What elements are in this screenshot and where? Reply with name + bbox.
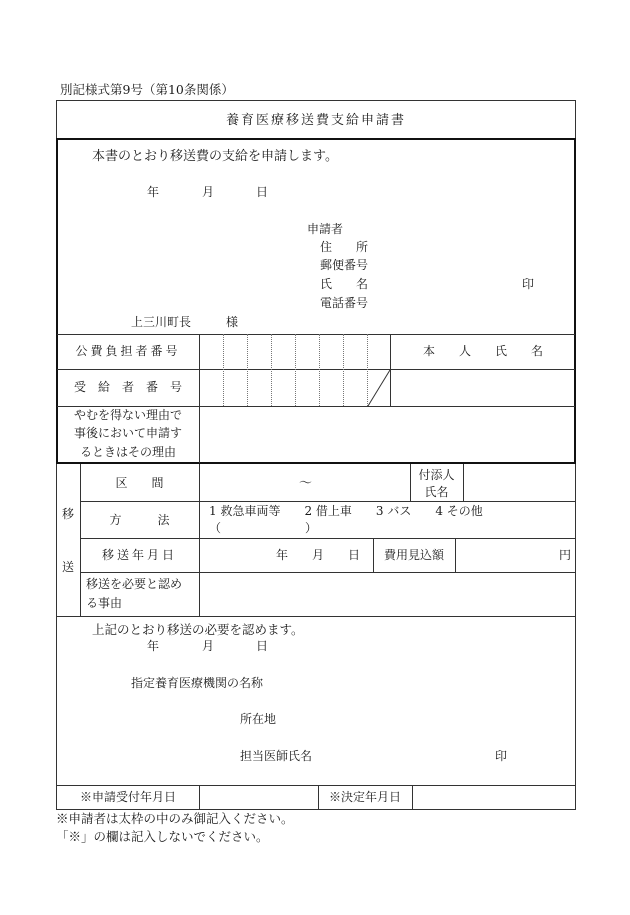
row-line xyxy=(80,538,575,539)
late-reason-line-3: るときはその理由 xyxy=(79,445,176,459)
need-reason-line-1: 移送を必要と認め xyxy=(86,577,183,591)
address-label: 住 所 xyxy=(320,240,369,254)
application-month: 月 xyxy=(202,185,215,199)
doctor-label: 担当医師氏名 xyxy=(240,749,313,763)
phone-label: 電話番号 xyxy=(320,296,369,310)
approval-statement: 上記のとおり移送の必要を認めます。 xyxy=(92,622,304,637)
recipient-diagonal-slash xyxy=(367,369,391,407)
attendant-value-divider xyxy=(463,464,464,501)
self-name-label: 本 人 氏 名 xyxy=(422,344,543,358)
addressee: 上三川町長 xyxy=(131,315,192,329)
transfer-label-divider xyxy=(199,464,200,616)
need-reason-line-2: る事由 xyxy=(86,596,123,610)
payer-number-label: 公費負担者番号 xyxy=(75,344,181,358)
row-line xyxy=(56,616,576,617)
footer-divider xyxy=(199,785,200,809)
received-date-label: ※申請受付年月日 xyxy=(79,790,176,804)
row-line xyxy=(56,785,576,786)
honorific: 様 xyxy=(226,315,239,329)
late-reason-line-2: 事後において申請す xyxy=(73,426,182,440)
method-label: 方 法 xyxy=(109,513,170,527)
section-tilde: ～ xyxy=(299,476,313,491)
attendant-label-line-2: 氏名 xyxy=(424,485,449,499)
section-label: 区 間 xyxy=(115,476,164,490)
late-reason-line-1: やむを得ない理由で xyxy=(73,408,182,422)
row-line xyxy=(80,501,575,502)
digit-divider xyxy=(223,334,224,406)
institution-label: 指定養育医療機関の名称 xyxy=(131,676,264,690)
digit-divider xyxy=(319,334,320,406)
footer-divider xyxy=(412,785,413,809)
attendant-label-line-1: 付添人 xyxy=(418,468,455,482)
table-top-border xyxy=(56,100,576,101)
method-options: 1 救急車両等 2 借上車 3 バス 4 その他 xyxy=(209,504,483,518)
name-label: 氏 名 xyxy=(320,277,369,291)
table-bottom-border xyxy=(56,809,576,810)
approval-day: 日 xyxy=(256,639,269,653)
application-year: 年 xyxy=(147,185,160,199)
cost-label: 費用見込額 xyxy=(383,548,444,562)
digit-divider xyxy=(295,334,296,406)
application-day: 日 xyxy=(256,185,269,199)
transfer-date-value: 年 月 日 xyxy=(276,548,361,562)
decision-date-label: ※決定年月日 xyxy=(328,790,401,804)
note-line-1: ※申請者は太枠の中のみ御記入ください。 xyxy=(56,811,294,826)
application-statement: 本書のとおり移送費の支給を申請します。 xyxy=(92,149,338,164)
method-paren: （ ） xyxy=(209,521,318,535)
location-label: 所在地 xyxy=(240,712,277,726)
postal-label: 郵便番号 xyxy=(320,258,369,272)
transfer-side-label-top: 移 xyxy=(62,507,75,521)
doctor-seal: 印 xyxy=(495,749,508,763)
transfer-side-label-bottom: 送 xyxy=(62,560,75,574)
form-title: 養育医療移送費支給申請書 xyxy=(225,113,406,128)
digit-divider xyxy=(247,334,248,406)
recipient-number-label: 受 給 者 番 号 xyxy=(73,380,182,394)
digit-divider xyxy=(343,334,344,406)
approval-year: 年 xyxy=(147,639,160,653)
transfer-date-label: 移送年月日 xyxy=(101,548,177,562)
applicant-heading: 申請者 xyxy=(307,222,344,236)
row-line xyxy=(80,572,575,573)
label-column-divider xyxy=(199,334,200,463)
digit-divider xyxy=(271,334,272,406)
applicant-seal: 印 xyxy=(522,277,535,291)
cost-unit: 円 xyxy=(559,548,572,562)
cost-value-divider xyxy=(455,538,456,572)
row-line xyxy=(57,406,575,407)
row-line xyxy=(57,334,575,335)
form-number: 別記様式第9号（第10条関係） xyxy=(60,82,234,97)
note-line-2: 「※」の欄は記入しないでください。 xyxy=(56,829,269,844)
row-line xyxy=(57,369,575,370)
approval-month: 月 xyxy=(202,639,215,653)
